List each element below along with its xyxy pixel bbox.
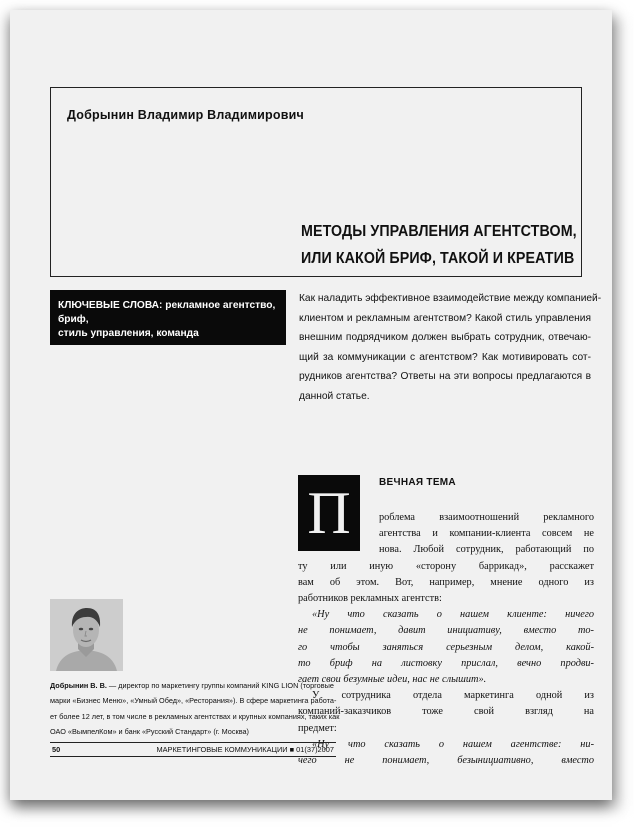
magazine-issue: МАРКЕТИНГОВЫЕ КОММУНИКАЦИИ ■ 01(37)2007 <box>156 745 334 754</box>
body-line: агентства и компании-клиента совсем не <box>379 528 594 540</box>
bio-line: ОАО «ВымпелКом» и банк «Русский Стандарт» (г. Москва) <box>50 726 249 736</box>
body-line: нова. Любой сотрудник, работающий по <box>379 544 594 556</box>
bio-line: марки «Бизнес Меню», «Умный Обед», «Ресторания»). В сфере маркетинга работа- <box>50 696 337 706</box>
keywords-line-1: КЛЮЧЕВЫЕ СЛОВА: рекламное агентство, бриф, <box>58 300 276 325</box>
abstract-line: рудников агентства? Ответы на эти вопросы предлагаются в <box>299 371 591 383</box>
body-line: У сотрудника отдела маркетинга одной из <box>312 690 594 702</box>
keywords-box <box>50 290 286 345</box>
body-quote-line: не понимает, давит инициативу, вместо то- <box>298 625 594 637</box>
body-quote-line: «Ну что сказать о нашем агентстве: ни- <box>312 738 594 750</box>
body-quote-line: чего не понимает, безынициативно, вместо <box>298 755 594 767</box>
bio-line-1-text: — директор по маркетингу группы компаний KING LION (торговые <box>106 681 334 690</box>
bio-line <box>50 678 348 693</box>
title-line-2: ИЛИ КАКОЙ БРИФ, ТАКОЙ И КРЕАТИВ <box>301 250 575 267</box>
body-quote-line: гает свои безумные идеи, нас не слышит». <box>298 674 487 686</box>
keywords-line-2: стиль управления, команда <box>58 328 199 339</box>
abstract-line: Как наладить эффективное взаимодействие между компанией- <box>299 293 602 304</box>
body-quote-line: то бриф на листовку прислал, вечно продви- <box>298 657 594 669</box>
abstract-line: внешним подрядчиком должен выбрать сотрудник, отвечаю- <box>299 332 591 344</box>
body-line: ту или иную «сторону баррикад», расскажет <box>298 560 594 572</box>
body-line: работников рекламных агентств: <box>298 593 442 605</box>
magazine-page <box>10 10 612 800</box>
author-name: Добрынин Владимир Владимирович <box>67 108 304 122</box>
abstract-line: клиентом и рекламным агентством? Какой стиль управления <box>299 312 591 324</box>
author-bio <box>50 678 348 739</box>
drop-cap: П <box>298 475 360 551</box>
abstract <box>299 289 602 407</box>
body-line: роблема взаимоотношений рекламного <box>379 512 594 523</box>
bio-line: ет более 12 лет, в том числе в рекламных агентствах и крупных компаниях, таких как <box>50 711 340 721</box>
body-line: компаний-заказчиков тоже свой взгляд на <box>298 706 594 718</box>
abstract-line: данной статье. <box>299 390 370 402</box>
body-line: вам об этом. Вот, например, мнение одного из <box>298 576 594 588</box>
body-line: предмет: <box>298 722 337 734</box>
title-line-1: МЕТОДЫ УПРАВЛЕНИЯ АГЕНТСТВОМ, <box>301 223 577 240</box>
article-title <box>301 218 577 272</box>
author-photo <box>50 599 123 671</box>
section-heading: ВЕЧНАЯ ТЕМА <box>379 477 456 488</box>
page-number: 50 <box>52 745 61 754</box>
page-footer <box>50 742 336 757</box>
body-quote-line: «Ну что сказать о нашем клиенте: ничего <box>312 609 594 621</box>
abstract-line: щий за коммуникации с агентством? Как мотивировать сот- <box>299 351 591 363</box>
author-portrait-image <box>50 599 123 671</box>
header-frame <box>50 87 582 277</box>
body-quote-line: го чтобы заняться серьезным делом, какой- <box>298 641 594 653</box>
bio-name: Добрынин В. В. <box>50 681 107 690</box>
